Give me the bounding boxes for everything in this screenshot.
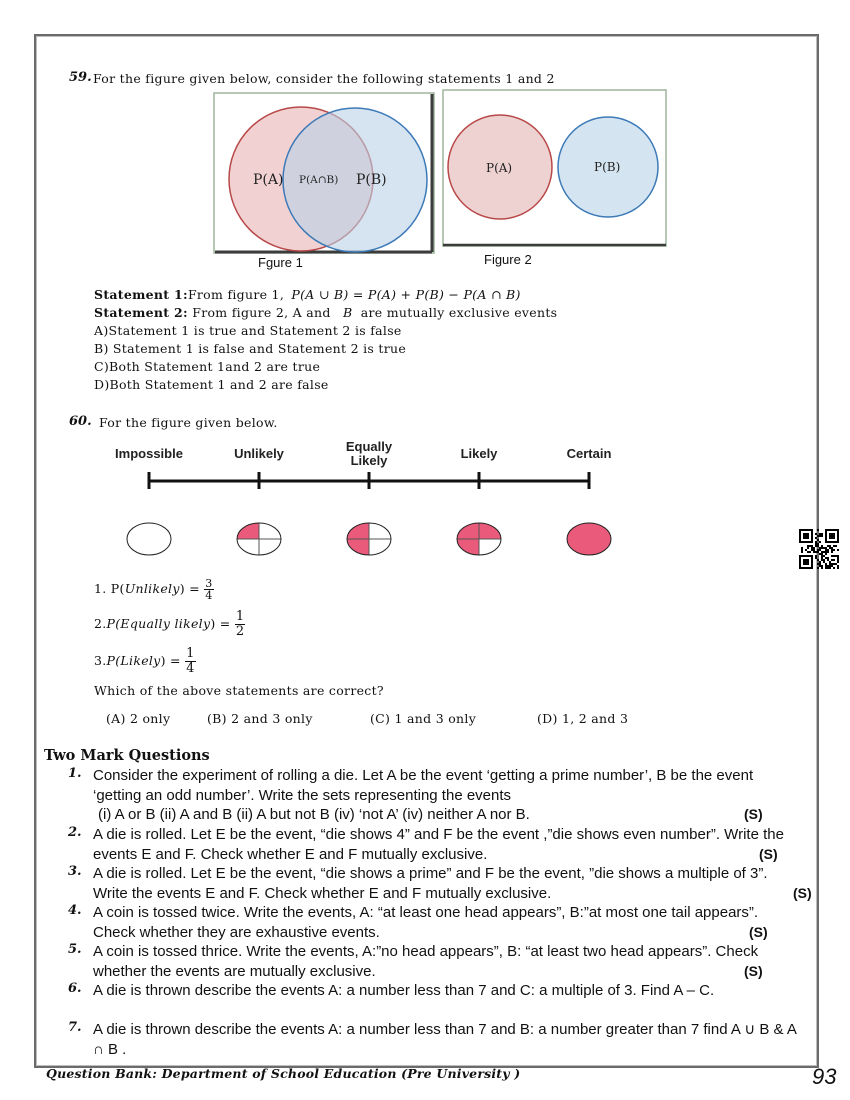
statement-2-label: Statement 2: xyxy=(94,305,188,320)
likelihood-scale xyxy=(100,438,640,563)
item-text: Consider the experiment of rolling a die. Let A be the event ‘getting a prime number’, B be the event ‘getting an odd number’. Write the sets representing the events xyxy=(93,767,754,804)
fig2-label-b: P(B) xyxy=(594,160,621,174)
statement-1-label: Statement 1: xyxy=(94,287,188,302)
item-number: 3. xyxy=(68,864,82,879)
q60-option-c: (C) 1 and 3 only xyxy=(370,711,477,726)
fraction-3-4 xyxy=(204,578,213,601)
fraction-1-4 xyxy=(185,647,196,676)
fig1-label-b: P(B) xyxy=(356,172,387,188)
q59-statement-1 xyxy=(94,286,521,304)
scale-label-impossible: Impossible xyxy=(115,446,183,461)
scale-label-equally-likely: Likely xyxy=(350,453,388,468)
fig2-label-a: P(A) xyxy=(486,161,513,175)
statement-3-var: P(Likely xyxy=(106,653,161,668)
item-tag: (S) xyxy=(759,846,778,862)
q60-stem: For the figure given below. xyxy=(99,415,278,430)
fig1-label-a: P(A) xyxy=(253,172,284,188)
oval-likely xyxy=(457,523,501,555)
q59-option-d: D)Both Statement 1 and 2 are false xyxy=(94,377,329,392)
item-number: 4. xyxy=(68,903,82,918)
statement-2-var: P(Equally likely xyxy=(106,616,211,631)
statement-1-formula: P(A ∪ B) = P(A) + P(B) − P(A ∩ B) xyxy=(291,287,521,302)
item-number: 1. xyxy=(68,766,82,781)
statement-2-eq: ) = xyxy=(210,616,231,631)
qr-code xyxy=(799,529,839,569)
item-text: A die is thrown describe the events A: a number less than 7 and B: a number greater than 7 find A ∪ B & A ∩ B . xyxy=(93,1021,797,1058)
item-tag: (S) xyxy=(744,806,763,822)
item-text: A die is rolled. Let E be the event, “die shows 4” and F be the event ,”die shows even number”. Write the events E and F. Check whether E and F mutually exclusive. xyxy=(93,826,784,863)
scale-label-certain: Certain xyxy=(566,446,612,461)
oval-unlikely xyxy=(237,523,281,555)
fraction-denominator: 2 xyxy=(235,624,245,639)
q60-statement-2 xyxy=(94,610,245,639)
fig1-caption: Fgure 1 xyxy=(258,255,303,270)
fig2-caption: Figure 2 xyxy=(484,252,532,267)
footer-text: Question Bank: Department of School Education (Pre University ) xyxy=(46,1066,521,1081)
q60-number: 60. xyxy=(69,414,92,429)
item-text: A die is rolled. Let E be the event, “die shows a prime” and F be the event, ”die shows a multiple of 3”. Write the events E and F. Check whether E and F mutually exclusive. xyxy=(93,865,768,902)
fraction-numerator: 1 xyxy=(186,646,195,661)
scale-label-equally: Equally xyxy=(345,439,393,454)
fraction-denominator: 4 xyxy=(205,589,213,602)
q60-statement-3 xyxy=(94,647,196,676)
scale-label-unlikely: Unlikely xyxy=(234,446,284,461)
q59-option-b: B) Statement 1 is false and Statement 2 is true xyxy=(94,341,407,356)
statement-2-prefix: 2. xyxy=(94,616,107,631)
statement-1-text: From figure 1, xyxy=(187,287,285,302)
statement-3-eq: ) = xyxy=(160,653,181,668)
item-text: A coin is tossed twice. Write the events, A: “at least one head appears”, B:”at most one tail appears”. Check whether they are exhaustive events. xyxy=(93,904,759,941)
item-number: 5. xyxy=(68,942,82,957)
fraction-1-2 xyxy=(235,610,246,639)
q60-option-a: (A) 2 only xyxy=(106,711,171,726)
fraction-numerator: 1 xyxy=(235,609,245,624)
statement-2-rest: are mutually exclusive events xyxy=(360,305,558,320)
q59-statement-2 xyxy=(94,304,557,322)
statement-3-prefix: 3. xyxy=(94,653,107,668)
statement-1-prefix: 1. P( xyxy=(94,581,125,596)
fraction-denominator: 4 xyxy=(186,661,195,676)
q59-option-a: A)Statement 1 is true and Statement 2 is false xyxy=(94,323,402,338)
venn-figure-1 xyxy=(213,92,435,256)
item-number: 2. xyxy=(68,825,82,840)
q60-statement-1 xyxy=(94,578,214,601)
venn-figure-2 xyxy=(442,89,668,249)
q59-option-c: C)Both Statement 1and 2 are true xyxy=(94,359,321,374)
scale-label-likely: Likely xyxy=(460,446,498,461)
oval-certain xyxy=(567,523,611,555)
item-tag: (S) xyxy=(749,924,768,940)
item-tag: (S) xyxy=(744,963,763,979)
q59-stem: For the figure given below, consider the following statements 1 and 2 xyxy=(93,71,555,86)
fraction-numerator: 3 xyxy=(205,577,213,590)
item-text: A die is thrown describe the events A: a number less than 7 and C: a multiple of 3. Find A – C. xyxy=(93,982,715,999)
fig1-label-ab: P(A∩B) xyxy=(299,174,339,186)
item-number: 7. xyxy=(68,1020,82,1035)
item-tag: (S) xyxy=(793,885,812,901)
item-text-continued: (i) A or B (ii) A and B (ii) A but not B (iv) ‘not A’ (iv) neither A nor B. xyxy=(98,806,530,823)
q60-question: Which of the above statements are correct? xyxy=(94,683,384,698)
statement-2-text: From figure 2, A and xyxy=(192,305,331,320)
page-number: 93 xyxy=(812,1064,837,1089)
two-mark-heading: Two Mark Questions xyxy=(44,747,210,764)
statement-2-b: B xyxy=(342,305,353,320)
q59-number: 59. xyxy=(69,70,92,85)
oval-equally-likely xyxy=(347,523,391,555)
item-number: 6. xyxy=(68,981,82,996)
item-text: A coin is tossed thrice. Write the events, A:”no head appears”, B: “at least two head appears”. Check whether the events are mutually exclusive. xyxy=(93,943,759,980)
q60-option-d: (D) 1, 2 and 3 xyxy=(537,711,629,726)
oval-impossible xyxy=(127,523,171,555)
statement-1-eq: ) = xyxy=(179,581,200,596)
q60-option-b: (B) 2 and 3 only xyxy=(207,711,313,726)
statement-1-var: Unlikely xyxy=(124,581,180,596)
